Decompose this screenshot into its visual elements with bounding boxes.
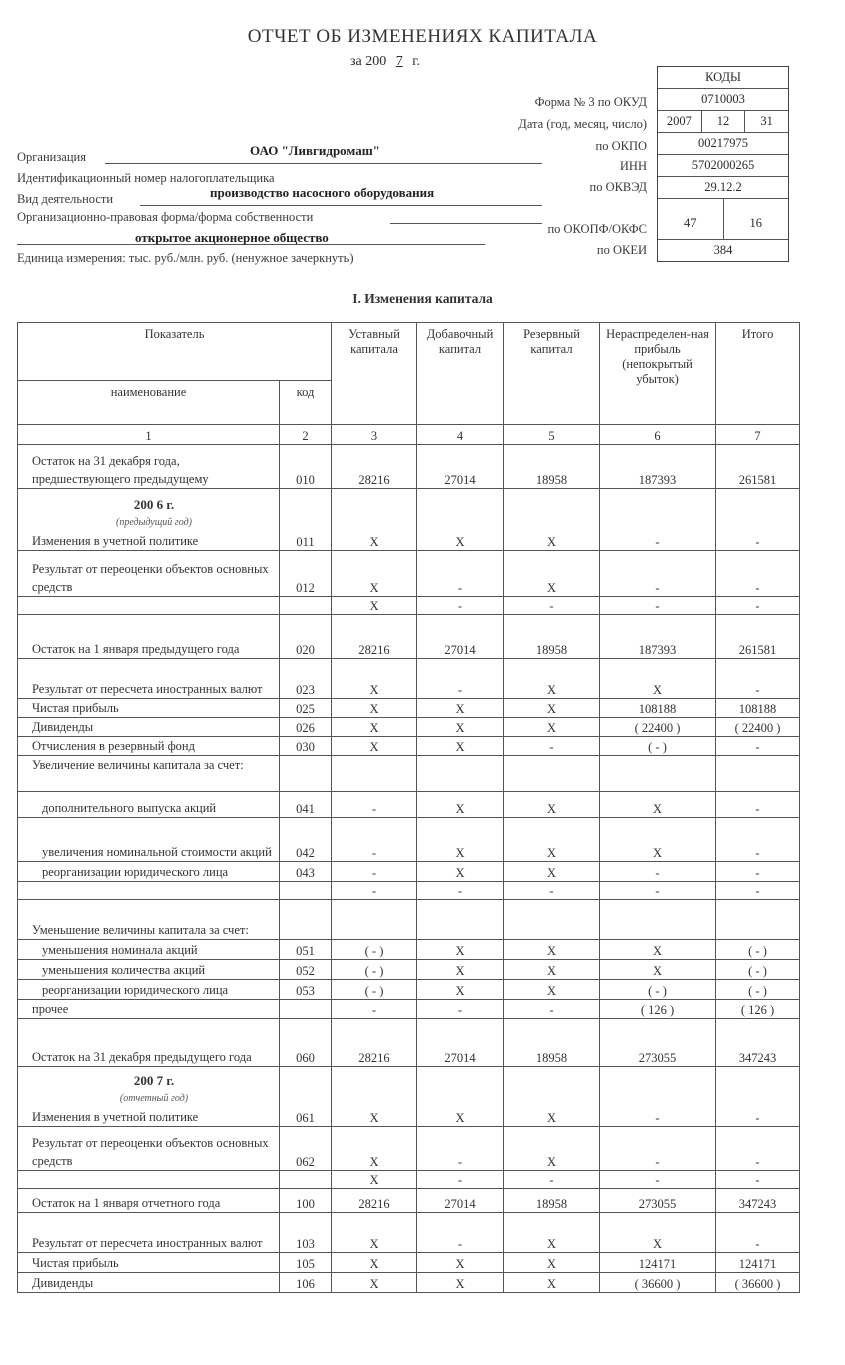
table-row: Результат от пересчета иностранных валют 103 X - X X -	[18, 1213, 800, 1253]
table-row: уменьшения количества акций 052 ( - ) X X X ( - )	[18, 960, 800, 980]
table-row: уменьшения номинала акций 051 ( - ) X X X ( - )	[18, 940, 800, 960]
codes-box	[657, 66, 789, 262]
period-suffix: г.	[412, 54, 420, 69]
okei-label: по ОКЕИ	[596, 243, 647, 257]
org-name: ОАО "Ливгидромаш"	[250, 143, 380, 158]
report-period	[350, 54, 420, 70]
table-row: Дивиденды 106 X X X ( 36600 ) ( 36600 )	[18, 1273, 800, 1293]
legal-form-label: Организационно-правовая форма/форма собственности	[17, 210, 314, 224]
unit-label: Единица измерения: тыс. руб./млн. руб. (ненужное зачеркнуть)	[17, 251, 354, 265]
col-additional-header: Добавочный капитал	[417, 323, 504, 425]
col-num: 1	[18, 425, 280, 445]
table-row: Остаток на 1 января предыдущего года 020 28216 27014 18958 187393 261581	[18, 615, 800, 659]
table-row: увеличения номинальной стоимости акций 042 - X X X -	[18, 818, 800, 862]
table-row: реорганизации юридического лица 043 - X X - -	[18, 862, 800, 882]
table-row: Остаток на 31 декабря предыдущего года 060 28216 27014 18958 273055 347243	[18, 1019, 800, 1067]
activity-label: Вид деятельности	[17, 192, 114, 206]
table-row: X - - - -	[18, 597, 800, 615]
codes-header: КОДЫ	[705, 70, 741, 84]
col-num: 2	[280, 425, 332, 445]
period-year: 7	[395, 54, 403, 69]
table-row: Результат от пересчета иностранных валют 023 X - X X -	[18, 659, 800, 699]
col-code-header: код	[280, 381, 332, 425]
col-num: 3	[332, 425, 417, 445]
col-indicator-header: Показатель	[18, 323, 332, 381]
table-row: Остаток на 1 января отчетного года 100 28216 27014 18958 273055 347243	[18, 1189, 800, 1213]
okved-code: 29.12.2	[704, 180, 742, 194]
okei-code: 384	[713, 243, 733, 257]
section-title: I. Изменения капитала	[352, 291, 493, 306]
date-year: 2007	[666, 114, 692, 128]
table-row: - - - - -	[18, 882, 800, 900]
col-num: 6	[600, 425, 716, 445]
prev-year-note: (предыдущий год)	[116, 517, 192, 528]
table-row: дополнительного выпуска акций 041 - X X X -	[18, 792, 800, 818]
okfs-code: 16	[723, 199, 789, 239]
okpo-code: 00217975	[698, 136, 748, 150]
col-num: 4	[417, 425, 504, 445]
okpo-label: по ОКПО	[595, 139, 647, 153]
col-total-header: Итого	[716, 323, 800, 425]
okopf-code: 47	[684, 216, 697, 230]
period-prefix: за 200	[350, 54, 387, 69]
form-okud-label: Форма № 3 по ОКУД	[534, 95, 647, 109]
col-num: 5	[504, 425, 600, 445]
table-row: Увеличение величины капитала за счет:	[18, 756, 800, 792]
report-title: ОТЧЕТ ОБ ИЗМЕНЕНИЯХ КАПИТАЛА	[247, 26, 598, 47]
col-reserve-header: Резервный капитал	[504, 323, 600, 425]
legal-form-value: открытое акционерное общество	[135, 230, 329, 245]
inn-code: 5702000265	[691, 158, 755, 172]
col-name-header: наименование	[18, 381, 280, 425]
table-row: Остаток на 31 декабря года, предшествующего предыдущему 010 28216 27014 18958 187393 261581	[18, 445, 800, 489]
table-row: 200 6 г. (предыдущий год) Изменения в учетной политике 011 X X X - -	[18, 489, 800, 551]
table-row: Отчисления в резервный фонд 030 X X - ( - ) -	[18, 737, 800, 756]
table-row: X - - - -	[18, 1171, 800, 1189]
table-row: Уменьшение величины капитала за счет:	[18, 900, 800, 940]
okopf-label: по ОКОПФ/ОКФС	[547, 222, 647, 236]
col-num: 7	[716, 425, 800, 445]
date-month: 12	[701, 111, 745, 132]
org-label: Организация	[17, 150, 86, 164]
col-retained-header: Нераспределен-ная прибыль (непокрытый убыток)	[600, 323, 716, 425]
table-row: Чистая прибыль 025 X X X 108188 108188	[18, 699, 800, 718]
table-row: Чистая прибыль 105 X X X 124171 124171	[18, 1253, 800, 1273]
prev-year-label: 200 6 г.	[133, 497, 175, 512]
okved-label: по ОКВЭД	[589, 180, 647, 194]
date-day: 31	[744, 111, 788, 132]
table-row: Результат от переоценки объектов основных средств 012 X - X - -	[18, 551, 800, 597]
rep-year-label: 200 7 г.	[133, 1073, 175, 1088]
table-row: Результат от переоценки объектов основных средств 062 X - X - -	[18, 1127, 800, 1171]
activity-value: производство насосного оборудования	[210, 185, 435, 200]
inn-label: ИНН	[619, 159, 647, 173]
col-charter-header: Уставный капитала	[332, 323, 417, 425]
form-code: 0710003	[701, 92, 745, 106]
date-label: Дата (год, месяц, число)	[518, 117, 647, 131]
rep-year-note: (отчетный год)	[119, 1093, 189, 1104]
table-row: Дивиденды 026 X X X ( 22400 ) ( 22400 )	[18, 718, 800, 737]
capital-changes-table	[17, 322, 800, 1293]
table-row: 200 7 г. (отчетный год) Изменения в учетной политике 061 X X X - -	[18, 1067, 800, 1127]
table-row: реорганизации юридического лица 053 ( - ) X X ( - ) ( - )	[18, 980, 800, 1000]
taxpayer-label: Идентификационный номер налогоплательщика	[17, 171, 275, 185]
table-row: прочее - - - ( 126 ) ( 126 )	[18, 1000, 800, 1019]
